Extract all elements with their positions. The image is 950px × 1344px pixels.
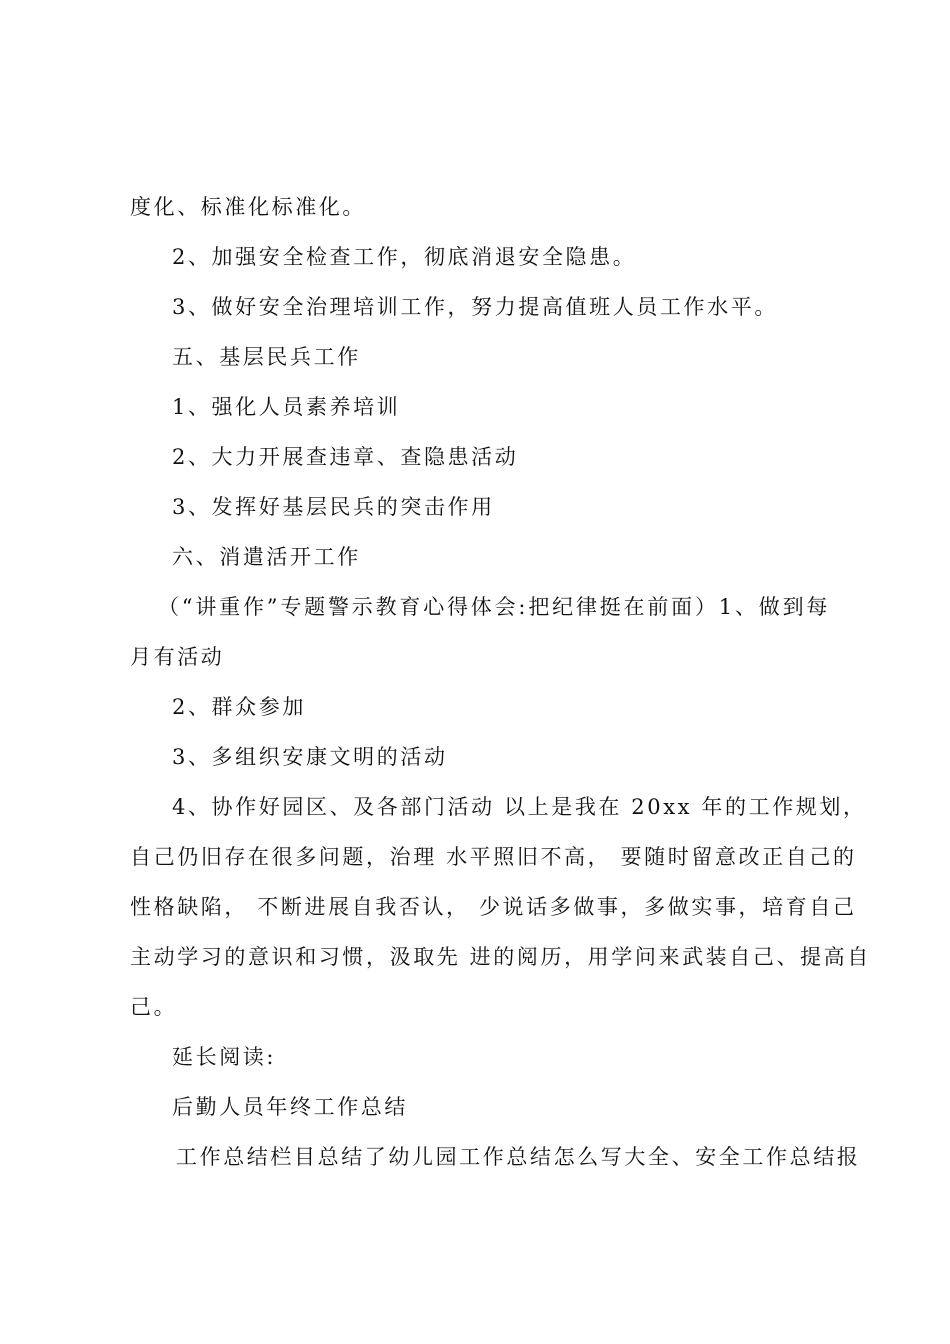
paragraph-line: 3、多组织安康文明的活动 xyxy=(172,745,448,769)
paragraph-line: 3、做好安全治理培训工作，努力提高值班人员工作水平。 xyxy=(172,295,778,319)
paragraph-line: 主动学习的意识和习惯，汲取先 进的阅历，用学问来武装自己、提高自 xyxy=(130,945,871,969)
paragraph-line: 工作总结栏目总结了幼儿园工作总结怎么写大全、安全工作总结报 xyxy=(176,1145,861,1169)
paragraph-line: 度化、标准化标准化。 xyxy=(130,195,366,219)
paragraph-line: 1、强化人员素养培训 xyxy=(172,395,401,419)
paragraph-line: 2、群众参加 xyxy=(172,695,306,719)
paragraph-line: 自己仍旧存在很多问题，治理 水平照旧不高， 要随时留意改正自己的 xyxy=(130,845,857,869)
section-heading: 延长阅读: xyxy=(172,1045,277,1069)
paragraph-line: 2、加强安全检查工作，彻底消退安全隐患。 xyxy=(172,245,637,269)
paragraph-line: 2、大力开展查违章、查隐患活动 xyxy=(172,445,519,469)
section-heading: 六、消遣活开工作 xyxy=(172,545,361,569)
section-heading: 五、基层民兵工作 xyxy=(172,345,361,369)
paragraph-line: 3、发挥好基层民兵的突击作用 xyxy=(172,495,495,519)
paragraph-line: 4、协作好园区、及各部门活动 以上是我在 20xx 年的工作规划， xyxy=(172,795,867,819)
section-heading: 后勤人员年终工作总结 xyxy=(172,1095,408,1119)
paragraph-line: 性格缺陷， 不断进展自我否认， 少说话多做事，多做实事，培育自己 xyxy=(130,895,857,919)
paragraph-line: 月有活动 xyxy=(130,645,225,669)
paragraph-line: 己。 xyxy=(130,995,178,1019)
paragraph-line: （“讲重作”专题警示教育心得体会:把纪律挺在前面）1、做到每 xyxy=(158,595,830,619)
